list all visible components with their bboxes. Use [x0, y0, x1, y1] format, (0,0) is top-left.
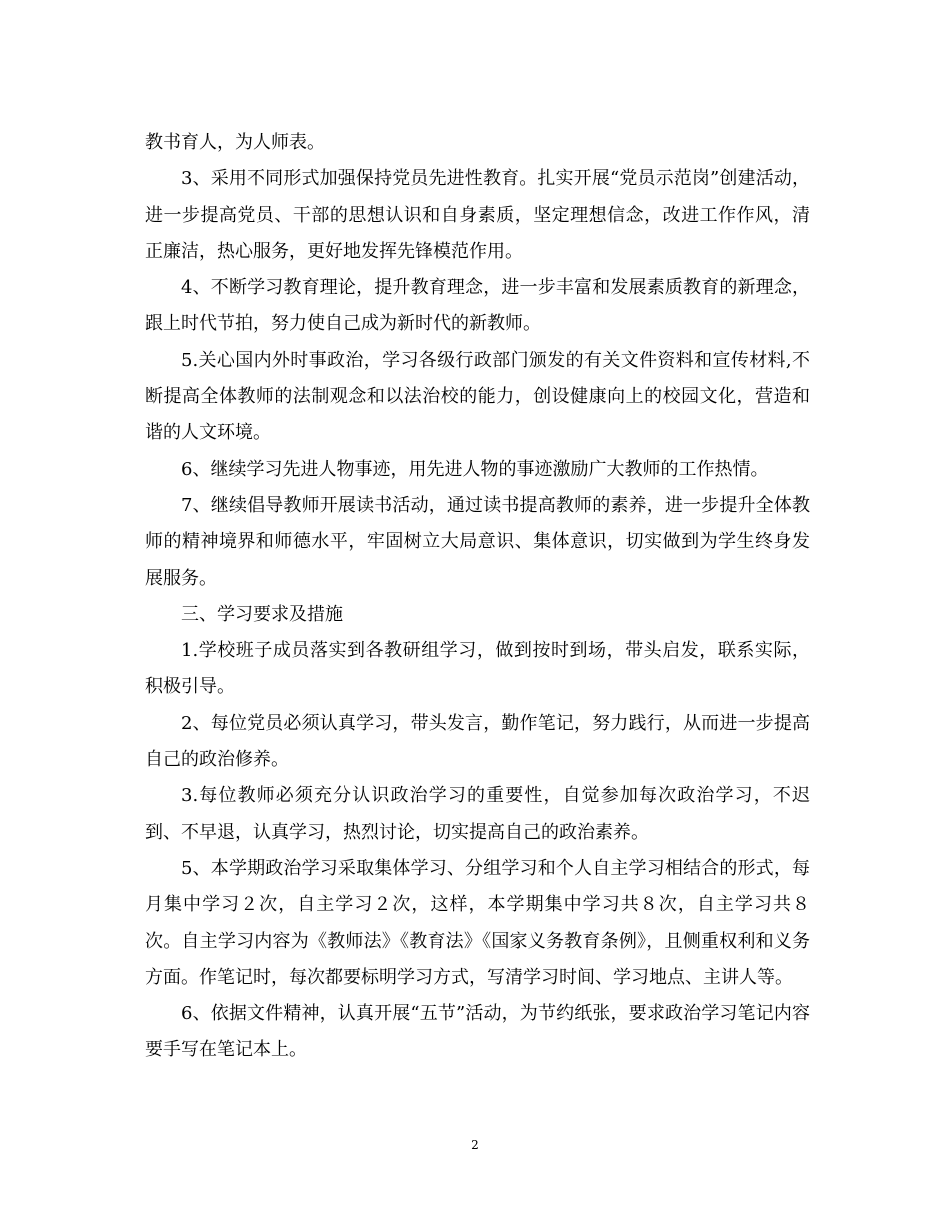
section-heading: 三、学习要求及措施 [181, 603, 343, 625]
requirement-item-6: 6、依据文件精神，认真开展“五节”活动，为节约纸张，要求政治学习笔记内容要手写在笔记本上。 [145, 1003, 810, 1061]
paragraph-item-4: 4、不断学习教育理论，提升教育理念，进一步丰富和发展素质教育的新理念，跟上时代节拍，努力使自己成为新时代的新教师。 [145, 277, 810, 335]
requirement-item-5: 5、本学期政治学习采取集体学习、分组学习和个人自主学习相结合的形式，每月集中学习２次，自主学习２次，这样，本学期集中学习共８次，自主学习共８次。自主学习内容为《教师法》《教育法》《国家义务教育条例》，且侧重权利和义务方面。作笔记时，每次都要标明学习方式，写清学习时间、学习地点、主讲人等。 [145, 857, 810, 988]
page-number: 2 [471, 1138, 479, 1152]
paragraph-item-7: 7、继续倡导教师开展读书活动，通过读书提高教师的素养，进一步提升全体教师的精神境界和师德水平，牢固树立大局意识、集体意识，切实做到为学生终身发展服务。 [145, 494, 810, 589]
requirement-item-3: 3.每位教师必须充分认识政治学习的重要性，自觉参加每次政治学习，不迟到、不早退，认真学习，热烈讨论，切实提高自己的政治素养。 [145, 785, 810, 843]
paragraph-continuation: 教书育人，为人师表。 [145, 132, 325, 153]
paragraph-item-3: 3、采用不同形式加强保持党员先进性教育。扎实开展“党员示范岗”创建活动，进一步提高党员、干部的思想认识和自身素质，坚定理想信念，改进工作作风，清正廉洁，热心服务，更好地发挥先锋模范作用。 [145, 168, 810, 262]
paragraph-item-5: 5.关心国内外时事政治，学习各级行政部门颁发的有关文件资料和宣传材料,不断提高全体教师的法制观念和以法治校的能力，创设健康向上的校园文化，营造和谐的人文环境。 [145, 349, 810, 444]
requirement-item-1: 1.学校班子成员落实到各教研组学习，做到按时到场，带头启发，联系实际，积极引导。 [145, 640, 810, 698]
paragraph-item-6: 6、继续学习先进人物事迹，用先进人物的事迹激励广大教师的工作热情。 [181, 458, 769, 480]
requirement-item-2: 2、每位党员必须认真学习，带头发言，勤作笔记，努力践行，从而进一步提高自己的政治修养。 [145, 712, 810, 771]
document-body [145, 125, 810, 1069]
